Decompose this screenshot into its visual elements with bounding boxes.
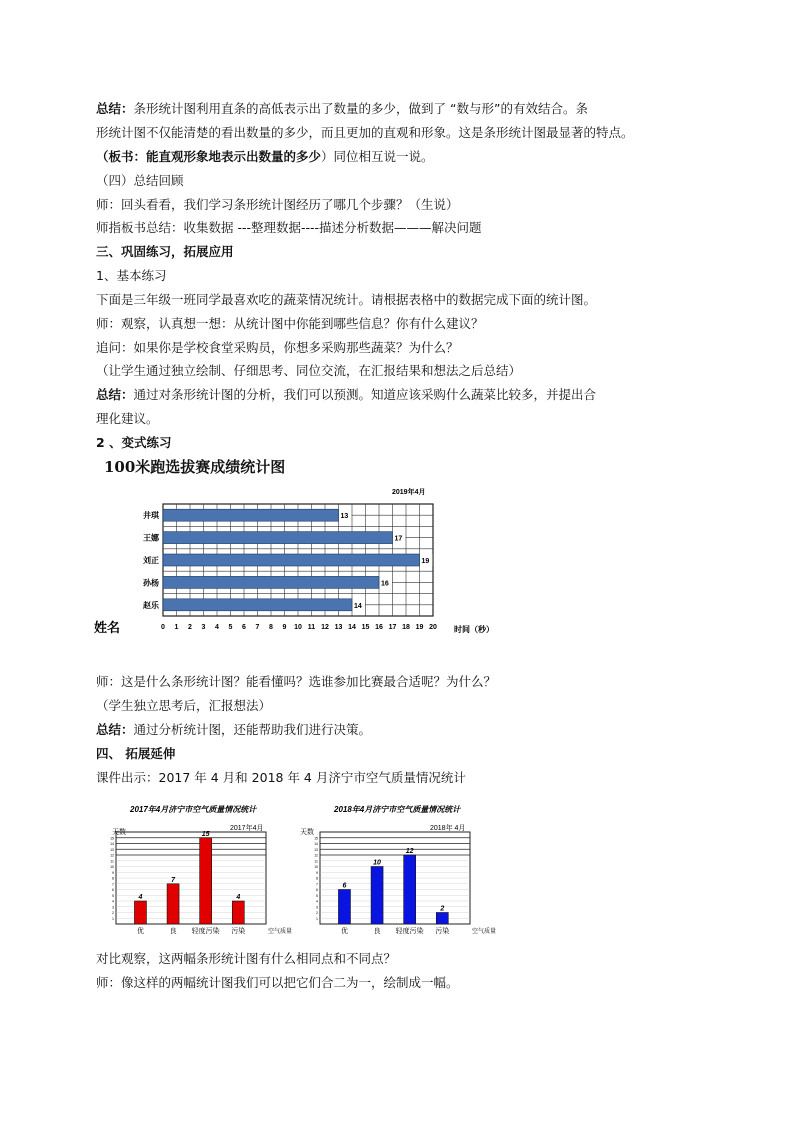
y-tick-label: 14 <box>110 842 114 846</box>
data-label: 6 <box>342 882 347 890</box>
x-tick-label: 7 <box>255 624 260 631</box>
data-label: 15 <box>201 830 210 838</box>
data-label: 2 <box>440 905 445 913</box>
chart-title: 100米跑选拔赛成绩统计图 <box>104 458 286 476</box>
chart-date: 2019年4月 <box>392 489 426 496</box>
y-tick-label: 9 <box>112 870 114 875</box>
category-label: 污染 <box>435 928 450 935</box>
y-tick-label: 10 <box>110 865 114 869</box>
summary-text: 通过分析统计图，还能帮助我们进行决策。 <box>133 722 372 737</box>
data-label: 14 <box>354 602 362 610</box>
x-tick-label: 18 <box>402 624 410 631</box>
text-line: （学生独立思考后，汇报想法） <box>96 698 272 713</box>
x-tick-label: 19 <box>415 624 424 631</box>
x-tick-label: 10 <box>294 624 302 631</box>
x-axis-label: 空气质量 <box>472 929 497 935</box>
text-line: 师：这是什么条形统计图？能看懂吗？选谁参加比赛最合适呢？为什么？ <box>96 674 497 689</box>
category-label: 优 <box>340 928 348 935</box>
x-tick-label: 6 <box>242 624 246 631</box>
x-tick-label: 5 <box>228 624 233 631</box>
y-tick-label: 12 <box>314 853 318 858</box>
category-label: 王娜 <box>143 533 159 543</box>
bar <box>436 913 448 925</box>
y-tick-label: 6 <box>316 888 318 892</box>
bar <box>371 867 383 925</box>
y-tick-label: 8 <box>112 876 114 881</box>
data-label: 4 <box>138 894 143 901</box>
y-tick-label: 5 <box>112 893 114 898</box>
x-tick-label: 3 <box>201 624 206 631</box>
data-label: 7 <box>171 876 176 884</box>
category-label: 优 <box>136 928 144 935</box>
board-note-rest: ）同位相互说一说。 <box>321 149 434 164</box>
category-label: 良 <box>373 928 381 935</box>
subsection-heading: 2 、变式练习 <box>96 435 172 450</box>
x-axis-label: 空气质量 <box>268 929 293 935</box>
text-line: 课件出示：2017 年 4 月和 2018 年 4 月济宁市空气质量情况统计 <box>96 770 466 785</box>
category-label: 轻度污染 <box>395 928 424 935</box>
y-tick-label: 1 <box>112 916 114 921</box>
x-tick-label: 15 <box>361 624 370 631</box>
y-tick-label: 2 <box>316 911 318 915</box>
text-line: 追问：如果你是学校食堂采购员，你想多采购那些蔬菜？为什么？ <box>96 340 459 355</box>
x-tick-label: 13 <box>334 624 343 631</box>
y-tick-label: 14 <box>314 842 318 846</box>
summary-text: 条形统计图利用直条的高低表示出了数量的多少，做到了 “数与形”的有效结合。条 <box>133 101 588 116</box>
text-line <box>96 100 588 118</box>
chart-title: 2018年4月济宁市空气质量情况统计 <box>334 805 461 814</box>
bar <box>163 509 339 521</box>
y-tick-label: 15 <box>110 836 114 841</box>
x-tick-label: 2 <box>188 624 192 631</box>
x-tick-label: 11 <box>307 624 316 631</box>
y-axis-label: 天数 <box>112 829 126 836</box>
section-heading: （四）总结回顾 <box>96 173 184 188</box>
bar <box>200 838 212 924</box>
category-label: 赵乐 <box>143 600 159 610</box>
section-heading: 三、巩固练习，拓展应用 <box>96 244 234 259</box>
category-label: 刘正 <box>143 556 159 565</box>
y-tick-label: 7 <box>112 882 114 887</box>
x-tick-label: 4 <box>215 624 219 631</box>
text-line: 形统计图不仅能清楚的看出数量的多少，而且更加的直观和形象。这是条形统计图最显著的特点。 <box>96 125 634 140</box>
y-tick-label: 11 <box>110 859 114 864</box>
y-tick-label: 1 <box>316 916 318 921</box>
category-label: 孙杨 <box>143 578 159 588</box>
bar <box>163 532 393 544</box>
text-line: 理化建议。 <box>96 411 159 426</box>
text-line <box>96 721 371 739</box>
text-line: 下面是三年级一班同学最喜欢吃的蔬菜情况统计。请根据表格中的数据完成下面的统计图。 <box>96 292 597 307</box>
x-tick-label: 14 <box>348 624 356 631</box>
x-tick-label: 9 <box>282 624 287 631</box>
x-tick-label: 16 <box>375 624 383 631</box>
air-quality-2017-chart <box>110 800 293 940</box>
text-line: 师：像这样的两幅统计图我们可以把它们合二为一，绘制成一幅。 <box>96 975 459 990</box>
y-tick-label: 4 <box>316 899 318 904</box>
bar <box>134 901 146 924</box>
category-label: 井琪 <box>143 511 159 521</box>
category-label: 轻度污染 <box>191 928 220 935</box>
y-tick-label: 2 <box>112 911 114 915</box>
x-tick-label: 17 <box>388 624 397 631</box>
y-tick-label: 7 <box>316 882 318 887</box>
bar <box>232 901 244 924</box>
y-tick-label: 5 <box>316 893 318 898</box>
y-tick-label: 13 <box>314 847 318 852</box>
data-label: 10 <box>373 859 381 867</box>
air-quality-2018-chart <box>300 800 512 940</box>
y-tick-label: 11 <box>314 859 318 864</box>
summary-text: 通过对条形统计图的分析，我们可以预测。知道应该采购什么蔬菜比较多，并提出合 <box>133 387 597 402</box>
text-line: （让学生通过独立绘制、仔细思考、同位交流，在汇报结果和想法之后总结） <box>96 363 522 378</box>
bar <box>338 890 350 925</box>
board-note: （板书：能直观形象地表示出数量的多少 <box>96 149 322 164</box>
category-label: 良 <box>169 928 177 935</box>
x-tick-label: 1 <box>174 624 179 631</box>
y-tick-label: 3 <box>112 905 114 910</box>
y-tick-label: 3 <box>316 905 318 910</box>
race-results-chart <box>90 480 530 640</box>
text-line: 师：观察，认真想一想：从统计图中你能到哪些信息？你有什么建议？ <box>96 316 484 331</box>
x-tick-label: 0 <box>161 624 165 631</box>
y-axis-label: 姓名 <box>94 620 121 635</box>
data-label: 16 <box>381 580 389 588</box>
text-line <box>96 148 434 166</box>
x-tick-label: 8 <box>269 624 273 631</box>
text-line: 师指板书总结：收集数据 ---整理数据----描述分析数据———解决问题 <box>96 220 482 235</box>
section-heading: 四、 拓展延伸 <box>96 746 176 761</box>
y-axis-label: 天数 <box>300 829 314 836</box>
data-label: 12 <box>405 848 414 855</box>
data-label: 13 <box>340 513 349 521</box>
data-label: 4 <box>236 894 241 901</box>
y-tick-label: 9 <box>316 870 318 875</box>
text-line: 师：回头看看，我们学习条形统计图经历了哪几个步骤？（生说） <box>96 197 459 212</box>
category-label: 污染 <box>231 928 246 935</box>
data-label: 19 <box>421 558 430 565</box>
bar <box>404 855 416 924</box>
y-tick-label: 15 <box>314 836 318 841</box>
y-tick-label: 6 <box>112 888 114 892</box>
y-tick-label: 10 <box>314 865 318 869</box>
data-label: 17 <box>394 535 403 543</box>
chart-title: 2017年4月济宁市空气质量情况统计 <box>130 805 257 814</box>
bar <box>163 576 379 588</box>
text-line: 对比观察，这两幅条形统计图有什么相同点和不同点？ <box>96 951 397 966</box>
summary-label: 总结： <box>96 387 134 402</box>
bar <box>163 599 352 611</box>
text-line <box>96 386 596 404</box>
x-tick-label: 20 <box>429 624 437 631</box>
y-tick-label: 4 <box>112 899 114 904</box>
y-tick-label: 8 <box>316 876 318 881</box>
chart-date: 2017年4月 <box>230 825 264 832</box>
x-tick-label: 12 <box>321 624 329 631</box>
subsection-heading: 1、基本练习 <box>96 268 167 283</box>
chart-date: 2018年 4月 <box>430 825 466 832</box>
y-tick-label: 13 <box>110 847 114 852</box>
y-tick-label: 12 <box>110 853 114 858</box>
x-axis-label: 时间（秒） <box>454 625 494 634</box>
summary-label: 总结： <box>96 722 134 737</box>
summary-label: 总结： <box>96 101 134 116</box>
bar <box>167 884 179 924</box>
bar <box>163 554 420 566</box>
